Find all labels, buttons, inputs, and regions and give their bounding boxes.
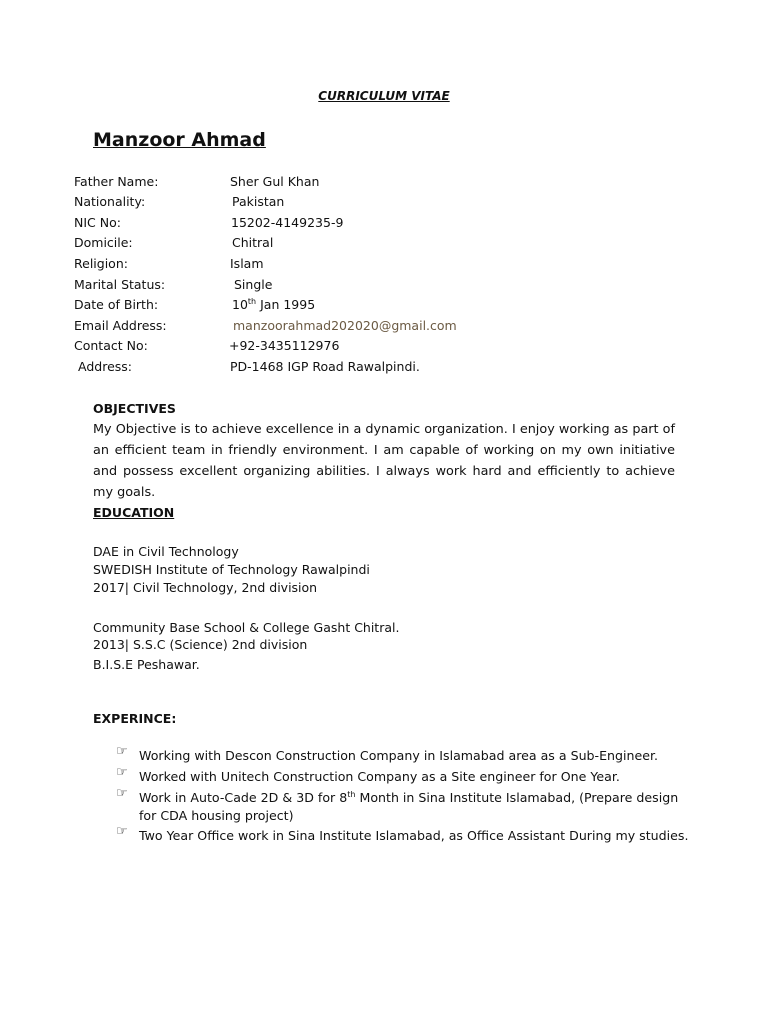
school-name: Community Base School & College Gasht Chitral. (93, 620, 400, 635)
dob-ordinal: th (247, 296, 257, 306)
education-degree: DAE in Civil Technology (93, 544, 239, 559)
dob-day: 10 (232, 297, 248, 312)
contact-value: +92-3435112976 (229, 338, 340, 353)
experience-item: Two Year Office work in Sina Institute Islamabad, as Office Assistant During my studies. (139, 828, 689, 843)
marital-status-label: Marital Status: (74, 277, 166, 292)
nationality-value: Pakistan (232, 194, 285, 209)
address-label: Address: (78, 359, 132, 374)
nationality-label: Nationality: (74, 194, 146, 209)
father-name-label: Father Name: (74, 174, 159, 189)
education-year-result: 2017| Civil Technology, 2nd division (93, 580, 318, 595)
dob-month-year: Jan 1995 (256, 297, 316, 312)
pointing-hand-icon: ☞ (116, 786, 128, 801)
pointing-hand-icon: ☞ (116, 765, 128, 780)
experience-item: Working with Descon Construction Company in Islamabad area as a Sub-Engineer. (139, 748, 659, 763)
document-title: CURRICULUM VITAE (318, 89, 450, 103)
objectives-text: My Objective is to achieve excellence in a dynamic organization. I enjoy working as part of an efficient team in friendly environment. I am capable of working on my own initiative and possess excellent organizing abilities. I always work hard and efficiently to achieve my goals. (93, 422, 675, 500)
dob-value (232, 297, 315, 312)
experience-item-text: Work in Auto-Cade 2D & 3D for 8 (139, 790, 348, 805)
domicile-label: Domicile: (74, 235, 133, 250)
dob-label: Date of Birth: (74, 297, 159, 312)
father-name-value: Sher Gul Khan (230, 174, 320, 189)
pointing-hand-icon: ☞ (116, 824, 128, 839)
email-value[interactable]: manzoorahmad202020@gmail.com (233, 318, 457, 333)
marital-status-value: Single (234, 277, 273, 292)
experience-item (139, 790, 678, 805)
nic-label: NIC No: (74, 215, 121, 230)
school-board: B.I.S.E Peshawar. (93, 657, 200, 672)
experience-item: Worked with Unitech Construction Company as a Site engineer for One Year. (139, 769, 620, 784)
religion-label: Religion: (74, 256, 128, 271)
school-year-result: 2013| S.S.C (Science) 2nd division (93, 637, 308, 652)
experience-heading: EXPERINCE: (93, 711, 177, 726)
experience-item-ordinal: th (347, 789, 356, 799)
contact-label: Contact No: (74, 338, 148, 353)
address-value: PD-1468 IGP Road Rawalpindi. (230, 359, 420, 374)
experience-item-line2: for CDA housing project) (139, 808, 294, 823)
education-heading: EDUCATION (93, 505, 175, 520)
pointing-hand-icon: ☞ (116, 744, 128, 759)
education-institute: SWEDISH Institute of Technology Rawalpindi (93, 562, 370, 577)
domicile-value: Chitral (232, 235, 274, 250)
nic-value: 15202-4149235-9 (231, 215, 344, 230)
email-label: Email Address: (74, 318, 167, 333)
religion-value: Islam (230, 256, 264, 271)
experience-item-text-cont: Month in Sina Institute Islamabad, (Prepare design (355, 790, 679, 805)
objectives-heading: OBJECTIVES (93, 401, 176, 416)
candidate-name: Manzoor Ahmad (93, 129, 266, 151)
